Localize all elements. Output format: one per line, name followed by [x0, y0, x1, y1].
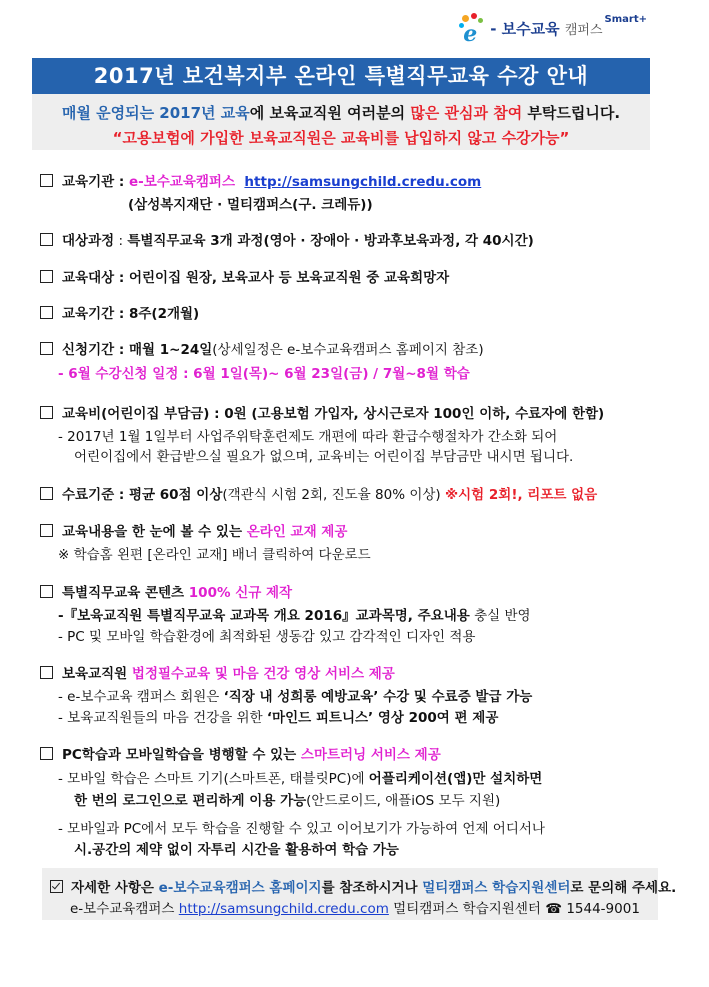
intro-line-1: 매월 운영되는 2017년 교육에 보육교직원 여러분의 많은 관심과 참여 부탁드립니다. [61, 104, 621, 122]
logo-e: e [463, 21, 478, 47]
contact-box [42, 868, 677, 920]
smart-sub-3: - 모바일과 PC에서 모두 학습을 진행할 수 있고 이어보기가 가능하여 언제 어디서나 [58, 821, 545, 837]
apply-schedule: - 6월 수강신청 일정 : 6월 1일(목)~ 6월 23일(금) / 7월~8월 학습 [58, 366, 470, 382]
item-content: 특별직무교육 콘텐츠 100% 신규 제작 [40, 581, 292, 601]
item-period: 교육기간 : 8주(2개월) [40, 302, 199, 322]
item-target: 교육대상 : 어린이집 원장, 보육교사 등 보육교직원 중 교육희망자 [40, 266, 449, 286]
item-institution: 교육기관 : e-보수교육캠퍼스 http://samsungchild.credu.com [40, 170, 481, 190]
logo-name: - 보수교육 [490, 19, 560, 38]
item-fee: 교육비(어린이집 부담금) : 0원 (고용보험 가입자, 상시근로자 100인 이하, 수료자에 한함) [40, 402, 604, 422]
checkbox-icon [40, 487, 53, 500]
item-smart: PC학습과 모바일학습을 병행할 수 있는 스마트러닝 서비스 제공 [40, 743, 441, 763]
item-course: 대상과정 : 특별직무교육 3개 과정(영아 · 장애아 · 방과후보육과정, 각 40시간) [40, 229, 534, 249]
checkbox-icon [40, 666, 53, 679]
intro-line-2: “고용보험에 가입한 보육교직원은 교육비를 납입하지 않고 수강가능” [112, 129, 570, 147]
smart-sub-1: - 모바일 학습은 스마트 기기(스마트폰, 태블릿PC)에 어플리케이션(앱)만 설치하면 [58, 771, 543, 787]
checkbox-icon [40, 585, 53, 598]
page-title: 2017년 보건복지부 온라인 특별직무교육 수강 안내 [32, 58, 650, 94]
checkbox-icon [40, 306, 53, 319]
item-material: 교육내용을 한 눈에 볼 수 있는 온라인 교재 제공 [40, 520, 347, 540]
footer-website-link[interactable]: http://samsungchild.credu.com [178, 901, 389, 917]
item-completion: 수료기준 : 평균 60점 이상(객관식 시험 2회, 진도율 80% 이상) ※시험 2회!, 리포트 없음 [40, 483, 597, 503]
service-sub-1: - e-보수교육 캠퍼스 회원은 ‘직장 내 성희롱 예방교육’ 수강 및 수료증 발급 가능 [58, 689, 533, 705]
checkmark-box-icon [50, 880, 63, 893]
item-service: 보육교직원 법정필수교육 및 마음 건강 영상 서비스 제공 [40, 662, 395, 682]
content-sub-1: -『보육교직원 특별직무교육 교과목 개요 2016』교과목명, 주요내용 충실 반영 [58, 608, 531, 624]
institution-sub: (삼성복지재단 · 멀티캠퍼스(구. 크레듀)) [128, 197, 373, 213]
contact-line-1: 자세한 사항은 e-보수교육캠퍼스 홈페이지를 참조하시거나 멀티캠퍼스 학습지원센터로 문의해 주세요. [50, 876, 676, 896]
logo-campus: 캠퍼스 [564, 22, 603, 38]
telephone-icon: ☎ [545, 901, 563, 917]
checkbox-icon [40, 524, 53, 537]
service-sub-2: - 보육교직원들의 마음 건강을 위한 ‘마인드 피트니스’ 영상 200여 편 제공 [58, 710, 499, 726]
item-apply: 신청기간 : 매월 1~24일(상세일정은 e-보수교육캠퍼스 홈페이지 참조) [40, 338, 484, 358]
material-sub: ※ 학습홈 왼편 [온라인 교재] 배너 클릭하여 다운로드 [58, 547, 371, 563]
checkbox-icon [40, 233, 53, 246]
fee-sub-1: - 2017년 1월 1일부터 사업주위탁훈련제도 개편에 따라 환급수행절차가 간소화 되어 [58, 429, 558, 445]
contact-line-2: e-보수교육캠퍼스 http://samsungchild.credu.com 멀티캠퍼스 학습지원센터 ☎ 1544-9001 [70, 901, 640, 917]
checkbox-icon [40, 747, 53, 760]
logo-smart: Smart+ [604, 13, 647, 25]
checkbox-icon [40, 270, 53, 283]
smart-sub-2: 한 번의 로그인으로 편리하게 이용 가능(안드로이드, 애플iOS 모두 지원) [74, 793, 501, 809]
logo-mark-icon [458, 13, 488, 47]
smart-sub-4: 시.공간의 제약 없이 자투리 시간을 활용하여 학습 가능 [74, 842, 399, 858]
checkbox-icon [40, 174, 53, 187]
campus-logo [458, 12, 647, 47]
intro-box [32, 94, 650, 150]
checkbox-icon [40, 406, 53, 419]
checkbox-icon [40, 342, 53, 355]
website-link[interactable]: http://samsungchild.credu.com [244, 174, 482, 190]
fee-sub-2: 어린이집에서 환급받으실 필요가 없으며, 교육비는 어린이집 부담금만 내시면 됩니다. [74, 449, 574, 465]
content-sub-2: - PC 및 모바일 학습환경에 최적화된 생동감 있고 감각적인 디자인 적용 [58, 629, 476, 645]
